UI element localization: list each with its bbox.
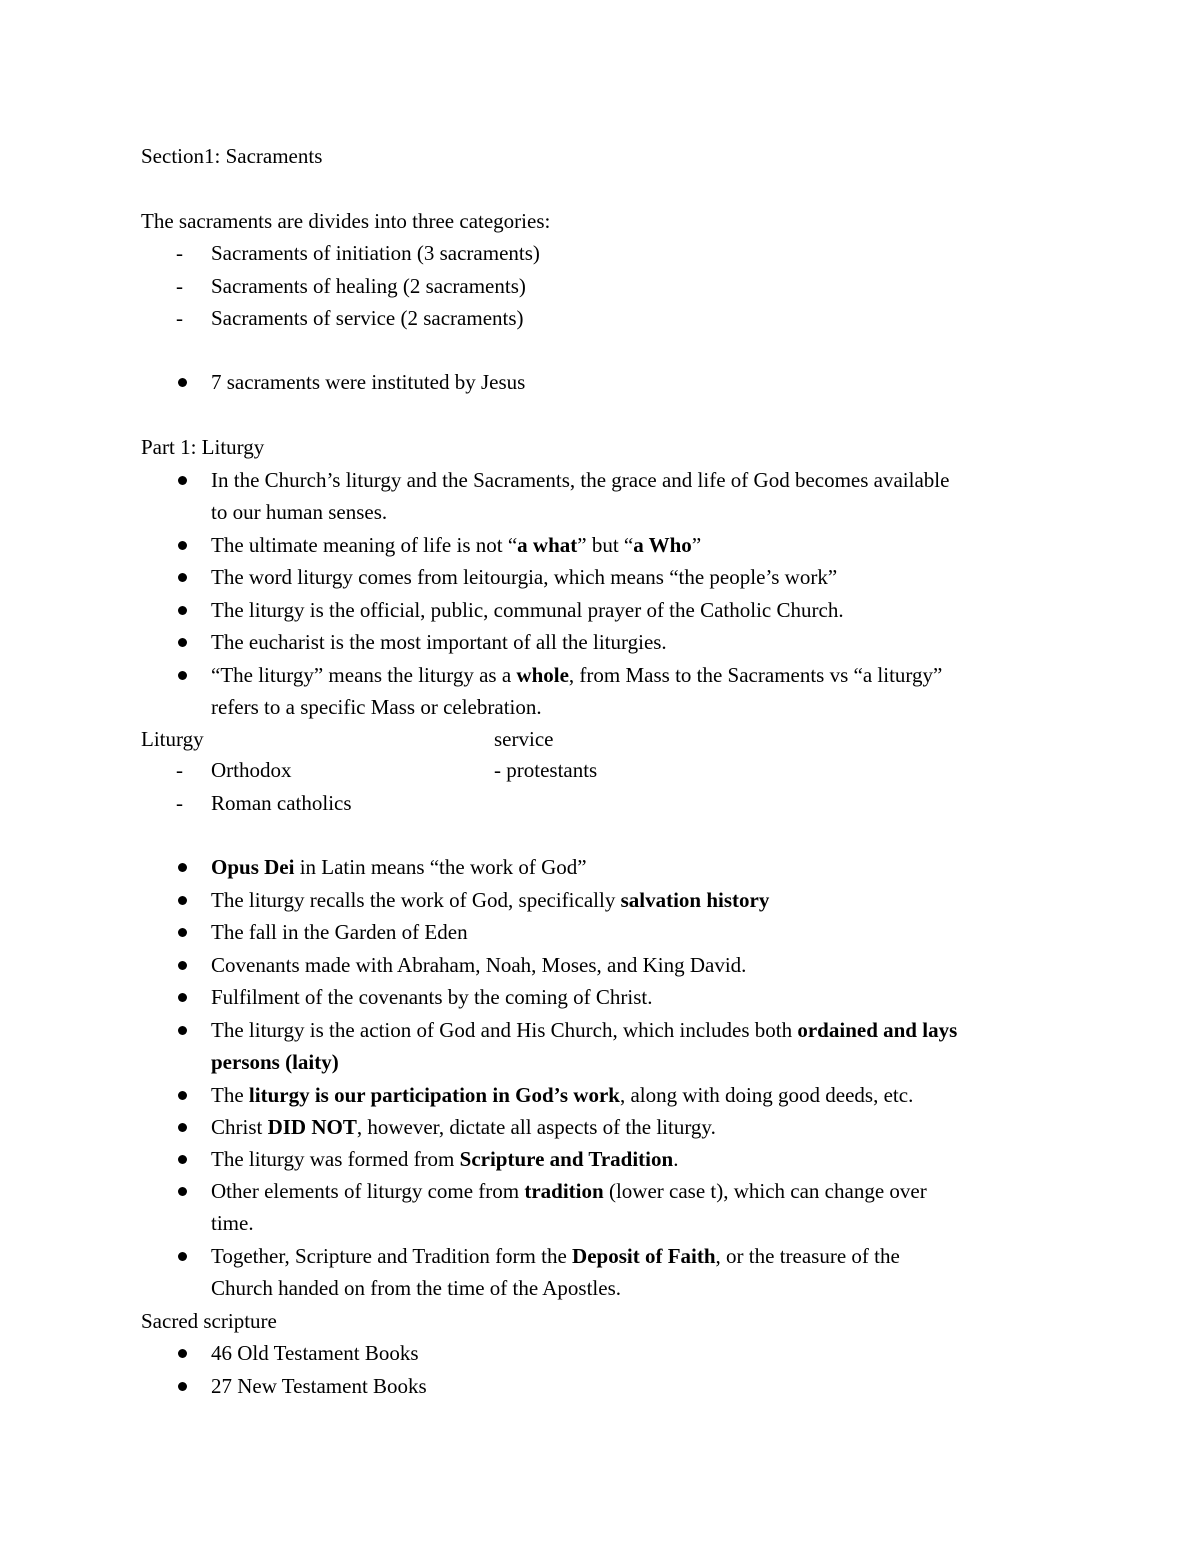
bullet-text: Opus Dei in Latin means “the work of God” [211, 855, 587, 879]
bullet-text: The ultimate meaning of life is not “a what” but “a Who” [211, 533, 702, 557]
bullet-text: Christ DID NOT, however, dictate all aspects of the liturgy. [211, 1115, 716, 1139]
bullet-text: The liturgy is the official, public, communal prayer of the Catholic Church. [211, 598, 844, 622]
bullet-text-continued: Church handed on from the time of the Apostles. [211, 1276, 622, 1300]
bullet-text: 7 sacraments were instituted by Jesus [211, 370, 526, 394]
part1-title: Part 1: Liturgy [141, 435, 265, 459]
bullet-text-continued: refers to a specific Mass or celebration. [211, 695, 542, 719]
bullet-text: 27 New Testament Books [211, 1374, 427, 1398]
section-title: Section1: Sacraments [141, 144, 323, 168]
scripture-heading: Sacred scripture [141, 1309, 277, 1333]
bullet-icon [178, 671, 187, 680]
bullet-text: The liturgy recalls the work of God, specifically salvation history [211, 888, 770, 912]
bullet-icon [178, 1252, 187, 1261]
bullet-text: “The liturgy” means the liturgy as a whole, from Mass to the Sacraments vs “a liturgy” [211, 663, 943, 687]
service-item: - protestants [494, 758, 598, 782]
bullet-text-continued: time. [211, 1211, 254, 1235]
bullet-icon [178, 1123, 187, 1132]
dash-marker: - [176, 758, 183, 782]
bullet-text: Other elements of liturgy come from tradition (lower case t), which can change over [211, 1179, 927, 1203]
bullet-icon [178, 863, 187, 872]
bullet-text: The liturgy is the action of God and His Church, which includes both ordained and lays [211, 1018, 958, 1042]
bullet-text: Fulfilment of the covenants by the coming of Christ. [211, 985, 653, 1009]
category-item: Sacraments of service (2 sacraments) [211, 306, 524, 330]
bullet-icon [178, 638, 187, 647]
dash-marker: - [176, 791, 183, 815]
bullet-icon [178, 606, 187, 615]
bullet-icon [178, 573, 187, 582]
bullet-icon [178, 1026, 187, 1035]
bullet-icon [178, 896, 187, 905]
dash-marker: - [176, 306, 183, 330]
bullet-text: Covenants made with Abraham, Noah, Moses, and King David. [211, 953, 747, 977]
bullet-icon [178, 928, 187, 937]
bullet-icon [178, 378, 187, 387]
bullet-text: In the Church’s liturgy and the Sacraments, the grace and life of God becomes available [211, 468, 950, 492]
liturgy-heading: Liturgy [141, 727, 204, 751]
bullet-text: The fall in the Garden of Eden [211, 920, 468, 944]
bullet-icon [178, 1349, 187, 1358]
liturgy-item: Roman catholics [211, 791, 352, 815]
bullet-text: Together, Scripture and Tradition form the Deposit of Faith, or the treasure of the [211, 1244, 900, 1268]
bullet-text: The liturgy is our participation in God’s work, along with doing good deeds, etc. [211, 1083, 914, 1107]
dash-marker: - [176, 274, 183, 298]
bullet-text-continued: to our human senses. [211, 500, 388, 524]
bullet-icon [178, 1382, 187, 1391]
category-item: Sacraments of healing (2 sacraments) [211, 274, 526, 298]
bullet-text: The liturgy was formed from Scripture and Tradition. [211, 1147, 679, 1171]
liturgy-item: Orthodox [211, 758, 292, 782]
bullet-icon [178, 993, 187, 1002]
bullet-text: The word liturgy comes from leitourgia, which means “the people’s work” [211, 565, 838, 589]
bullet-icon [178, 541, 187, 550]
bullet-icon [178, 961, 187, 970]
bullet-text: The eucharist is the most important of all the liturgies. [211, 630, 667, 654]
bullet-text-continued: persons (laity) [211, 1050, 339, 1074]
bullet-text: 46 Old Testament Books [211, 1341, 419, 1365]
bullet-icon [178, 1155, 187, 1164]
intro-text: The sacraments are divides into three categories: [141, 209, 551, 233]
category-item: Sacraments of initiation (3 sacraments) [211, 241, 540, 265]
bullet-icon [178, 1091, 187, 1100]
dash-marker: - [176, 241, 183, 265]
bullet-icon [178, 476, 187, 485]
bullet-icon [178, 1187, 187, 1196]
service-heading: service [494, 727, 554, 751]
